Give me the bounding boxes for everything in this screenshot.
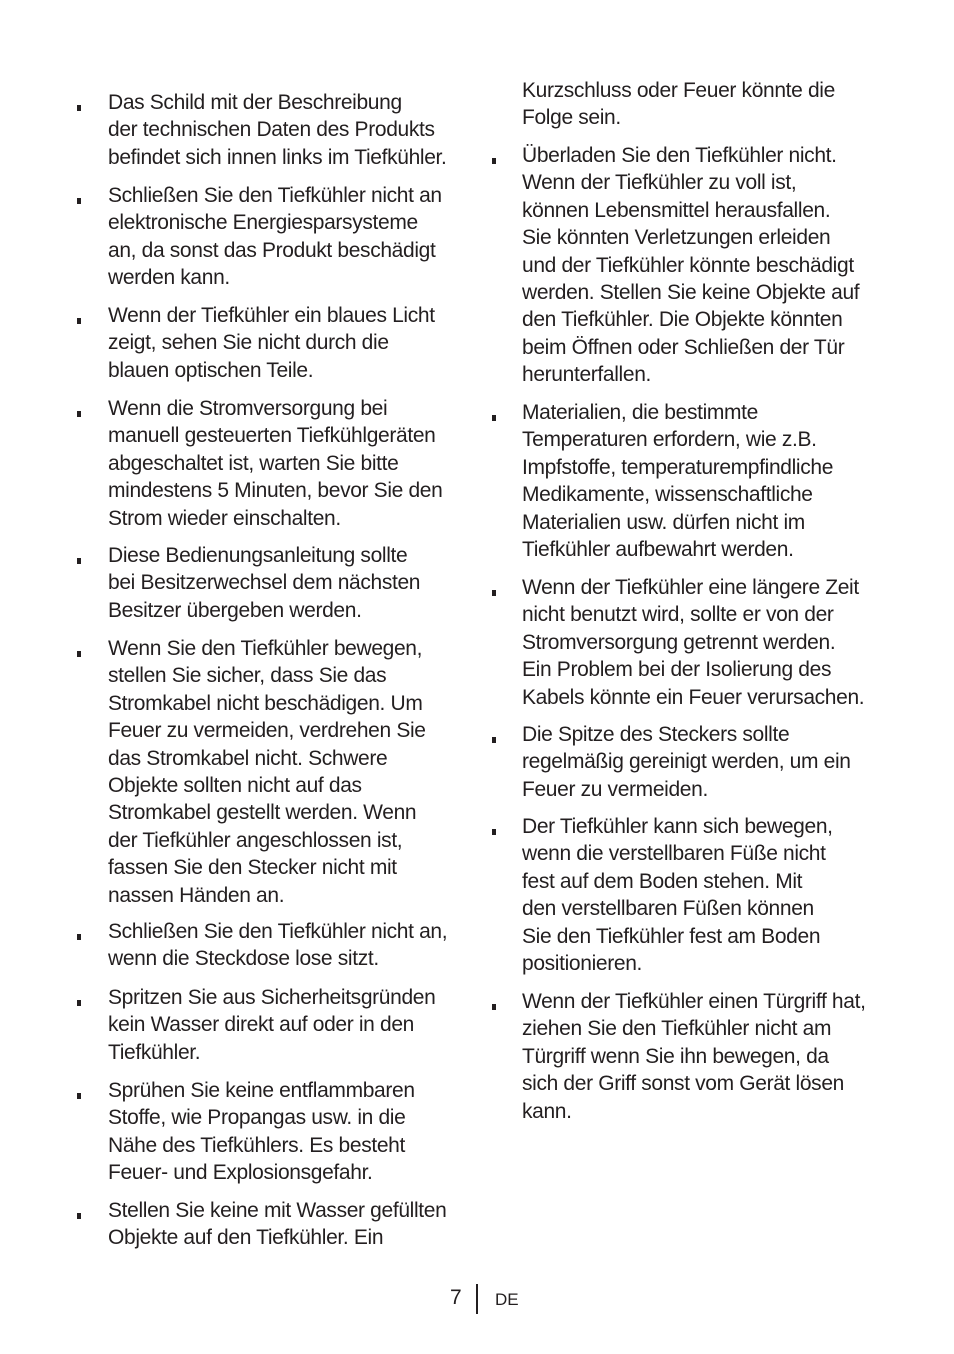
bullet-icon <box>492 829 496 835</box>
bullet-icon <box>77 651 81 657</box>
safety-item: Spritzen Sie aus Sicherheitsgründen kein Wasser direkt auf oder in den Tiefkühler. <box>108 986 436 1064</box>
bullet-icon <box>492 1004 496 1010</box>
safety-item: Sprühen Sie keine entflammbaren Stoffe, wie Propangas usw. in die Nähe des Tiefkühlers. Es besteht Feuer- und Explosionsgefahr. <box>108 1079 415 1185</box>
bullet-icon <box>77 1000 81 1006</box>
safety-item: Wenn Sie den Tiefkühler bewegen, stellen Sie sicher, dass Sie das Stromkabel nicht beschädigen. Um Feuer zu vermeiden, verdrehen Sie das Stromkabel nicht. Schwere Objekte sollten nicht auf das Stromkabel gestellt werden. Wenn der Tiefkühler angeschlossen ist, fassen Sie den Stecker nicht mit nassen Händen an. <box>108 637 426 907</box>
bullet-icon <box>77 411 81 417</box>
safety-item: Stellen Sie keine mit Wasser gefüllten Objekte auf den Tiefkühler. Ein <box>108 1199 447 1250</box>
bullet-icon <box>492 158 496 164</box>
language-code: DE <box>495 1290 519 1309</box>
continued-text: Kurzschluss oder Feuer könnte die Folge sein. <box>522 79 835 130</box>
safety-item: Wenn der Tiefkühler ein blaues Licht zeigt, sehen Sie nicht durch die blauen optischen Teile. <box>108 304 435 382</box>
bullet-icon <box>492 590 496 596</box>
safety-item: Schließen Sie den Tiefkühler nicht an elektronische Energiesparsysteme an, da sonst das Produkt beschädigt werden kann. <box>108 184 442 290</box>
bullet-icon <box>77 934 81 940</box>
safety-item: Wenn der Tiefkühler eine längere Zeit nicht benutzt wird, sollte er von der Stromversorgung getrennt werden. Ein Problem bei der Isolierung des Kabels könnte ein Feuer verursachen. <box>522 576 865 709</box>
bullet-icon <box>77 1213 81 1219</box>
safety-item: Das Schild mit der Beschreibung der technischen Daten des Produkts befindet sich innen links im Tiefkühler. <box>108 91 447 169</box>
safety-item: Der Tiefkühler kann sich bewegen, wenn die verstellbaren Füße nicht fest auf dem Boden stehen. Mit den verstellbaren Füßen können Sie den Tiefkühler fest am Boden positionieren. <box>522 815 833 976</box>
bullet-icon <box>77 318 81 324</box>
bullet-icon <box>492 737 496 743</box>
bullet-icon <box>77 198 81 204</box>
safety-item: Die Spitze des Steckers sollte regelmäßig gereinigt werden, um ein Feuer zu vermeiden. <box>522 723 851 801</box>
bullet-icon <box>77 1093 81 1099</box>
safety-item: Diese Bedienungsanleitung sollte bei Besitzerwechsel dem nächsten Besitzer übergeben werden. <box>108 544 421 622</box>
safety-item: Schließen Sie den Tiefkühler nicht an, wenn die Steckdose lose sitzt. <box>108 920 448 971</box>
page-number: 7 <box>450 1286 462 1309</box>
safety-item: Überladen Sie den Tiefkühler nicht. Wenn der Tiefkühler zu voll ist, können Lebensmittel herausfallen. Sie könnten Verletzungen erleiden und der Tiefkühler könnte beschädigt werden. Stellen Sie keine Objekte auf den Tiefkühler. Die Objekte könnten beim Öffnen oder Schließen der Tür herunterfallen. <box>522 144 860 387</box>
safety-item: Wenn der Tiefkühler einen Türgriff hat, ziehen Sie den Tiefkühler nicht am Türgriff wenn Sie ihn bewegen, da sich der Griff sonst vom Gerät lösen kann. <box>522 990 866 1123</box>
bullet-icon <box>77 558 81 564</box>
bullet-icon <box>77 105 81 111</box>
safety-item: Materialien, die bestimmte Temperaturen erfordern, wie z.B. Impfstoffe, temperaturempfindliche Medikamente, wissenschaftliche Materialien usw. dürfen nicht im Tiefkühler aufbewahrt werden. <box>522 401 834 562</box>
footer-divider <box>476 1284 478 1314</box>
safety-item: Wenn die Stromversorgung bei manuell gesteuerten Tiefkühlgeräten abgeschaltet ist, warten Sie bitte mindestens 5 Minuten, bevor Sie den Strom wieder einschalten. <box>108 397 443 530</box>
bullet-icon <box>492 415 496 421</box>
